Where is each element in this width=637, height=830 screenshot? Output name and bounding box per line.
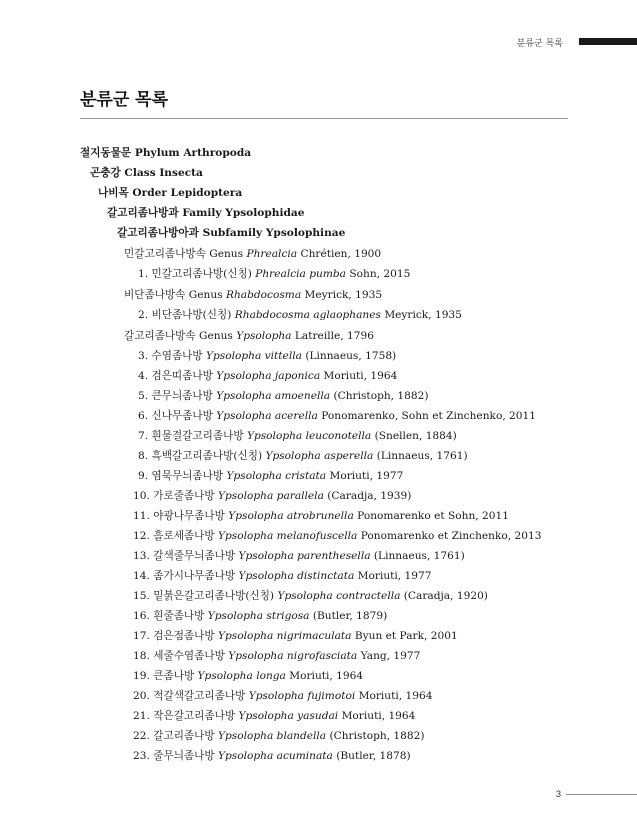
species-ko: 신나무좀나방 bbox=[151, 410, 213, 422]
species-sci: Ypsolopha vittella bbox=[206, 350, 302, 362]
species-num: 8. bbox=[138, 450, 149, 462]
phylum-en: Phylum Arthropoda bbox=[134, 147, 252, 159]
species-entry bbox=[138, 369, 397, 383]
species-entry bbox=[133, 549, 465, 563]
species-num: 3. bbox=[138, 350, 149, 362]
page-number: 3 bbox=[556, 789, 562, 799]
species-num: 15. bbox=[133, 590, 150, 602]
species-sci: Ypsolopha blandella bbox=[218, 730, 327, 742]
species-entry bbox=[133, 489, 411, 503]
species-sci: Ypsolopha acuminata bbox=[218, 750, 333, 762]
species-sci: Ypsolopha longa bbox=[197, 670, 286, 682]
species-num: 1. bbox=[138, 268, 149, 280]
species-ko: 갈고리좀나방 bbox=[153, 730, 215, 742]
species-author: (Butler, 1879) bbox=[312, 610, 388, 622]
species-entry bbox=[133, 649, 420, 663]
species-ko: 야광나무좀나방 bbox=[153, 510, 225, 522]
species-num: 16. bbox=[133, 610, 150, 622]
species-ko: 흑백갈고리좀나방(신칭) bbox=[151, 450, 263, 462]
species-num: 4. bbox=[138, 370, 149, 382]
species-ko: 검은점좀나방 bbox=[153, 630, 215, 642]
species-num: 18. bbox=[133, 650, 150, 662]
genus-name: Rhabdocosma bbox=[225, 289, 302, 301]
species-num: 19. bbox=[133, 670, 150, 682]
species-author: (Snellen, 1884) bbox=[374, 430, 457, 442]
genus-entry bbox=[124, 247, 381, 261]
species-ko: 적갈색갈고리좀나방 bbox=[153, 690, 246, 702]
order-ko: 나비목 bbox=[98, 187, 129, 199]
species-ko: 비단좀나방(신칭) bbox=[151, 309, 232, 321]
species-sci: Phrealcia pumba bbox=[255, 268, 346, 280]
species-ko: 염묵무늬좀나방 bbox=[151, 470, 224, 482]
genus-name: Ypsolopha bbox=[236, 330, 292, 342]
class-en: Class Insecta bbox=[124, 167, 203, 179]
species-author: (Caradja, 1920) bbox=[403, 590, 488, 602]
species-ko: 흰물결갈고리좀나방 bbox=[151, 430, 244, 442]
species-author: (Linnaeus, 1761) bbox=[373, 550, 465, 562]
species-num: 7. bbox=[138, 430, 149, 442]
species-ko: 검은띠좀나방 bbox=[151, 370, 213, 382]
family-ko: 갈고리좀나방과 bbox=[107, 207, 179, 219]
page-title: 분류군 목록 bbox=[80, 90, 169, 110]
species-sci: Ypsolopha leuconotella bbox=[246, 430, 372, 442]
species-sci: Ypsolopha parenthesella bbox=[238, 550, 371, 562]
species-entry bbox=[133, 709, 415, 723]
species-author: (Butler, 1878) bbox=[336, 750, 411, 762]
genus-author: Chrétien, 1900 bbox=[300, 248, 382, 260]
species-sci: Ypsolopha acerella bbox=[216, 410, 318, 422]
running-head-bar bbox=[579, 38, 637, 45]
subfamily-entry bbox=[117, 226, 345, 240]
subfamily-ko: 갈고리좀나방아과 bbox=[117, 227, 199, 239]
species-author: (Linnaeus, 1761) bbox=[376, 450, 468, 462]
species-ko: 큰무늬좀나방 bbox=[151, 390, 213, 402]
species-author: (Caradja, 1939) bbox=[327, 490, 412, 502]
species-num: 21. bbox=[133, 710, 150, 722]
species-entry bbox=[133, 749, 411, 763]
species-author: Meyrick, 1935 bbox=[384, 309, 462, 321]
title-rule bbox=[80, 118, 568, 119]
running-head: 분류군 목록 bbox=[516, 39, 563, 49]
species-sci: Ypsolopha nigrofasciata bbox=[228, 650, 358, 662]
species-entry bbox=[133, 529, 542, 543]
species-num: 10. bbox=[133, 490, 150, 502]
genus-ko: 갈고리좀나방속 bbox=[124, 330, 196, 342]
class-ko: 곤충강 bbox=[90, 167, 121, 179]
species-sci: Rhabdocosma aglaophanes bbox=[234, 309, 381, 321]
species-num: 5. bbox=[138, 390, 149, 402]
species-ko: 큰좀나방 bbox=[153, 670, 195, 682]
species-entry bbox=[133, 509, 509, 523]
species-num: 14. bbox=[133, 570, 150, 582]
species-sci: Ypsolopha cristata bbox=[226, 470, 327, 482]
species-sci: Ypsolopha nigrimaculata bbox=[218, 630, 352, 642]
species-num: 22. bbox=[133, 730, 150, 742]
species-author: Moriuti, 1977 bbox=[329, 470, 404, 482]
species-entry bbox=[133, 729, 425, 743]
species-ko: 민갈고리좀나방(신칭) bbox=[151, 268, 252, 280]
species-ko: 좀가시나무좀나방 bbox=[153, 570, 236, 582]
species-entry bbox=[133, 609, 387, 623]
species-entry bbox=[133, 569, 432, 583]
genus-author: Latreille, 1796 bbox=[294, 330, 374, 342]
genus-ko: 민갈고리좀나방속 bbox=[124, 248, 206, 260]
species-author: Moriuti, 1964 bbox=[289, 670, 364, 682]
species-ko: 흰줄좀나방 bbox=[153, 610, 205, 622]
species-author: Ponomarenko et Sohn, 2011 bbox=[357, 510, 509, 522]
species-sci: Ypsolopha melanofuscella bbox=[218, 530, 358, 542]
species-entry bbox=[138, 409, 536, 423]
species-author: Moriuti, 1964 bbox=[341, 710, 416, 722]
species-sci: Ypsolopha asperella bbox=[265, 450, 374, 462]
species-ko: 줄무늬좀나방 bbox=[153, 750, 215, 762]
species-entry bbox=[138, 308, 462, 322]
species-ko: 세줄수염좀나방 bbox=[153, 650, 225, 662]
species-author: (Linnaeus, 1758) bbox=[305, 350, 397, 362]
species-author: Ponomarenko et Zinchenko, 2013 bbox=[360, 530, 542, 542]
family-en: Family Ypsolophidae bbox=[182, 207, 305, 219]
species-num: 17. bbox=[133, 630, 150, 642]
species-ko: 작은갈고리좀나방 bbox=[153, 710, 236, 722]
species-ko: 수염좀나방 bbox=[151, 350, 203, 362]
species-sci: Ypsolopha fujimotoi bbox=[248, 690, 356, 702]
species-num: 6. bbox=[138, 410, 149, 422]
species-num: 13. bbox=[133, 550, 150, 562]
species-sci: Ypsolopha japonica bbox=[216, 370, 321, 382]
species-num: 2. bbox=[138, 309, 149, 321]
species-entry bbox=[133, 629, 458, 643]
species-ko: 가로줄좀나방 bbox=[153, 490, 215, 502]
order-entry bbox=[98, 186, 242, 200]
genus-label: Genus bbox=[199, 330, 233, 342]
species-author: Yang, 1977 bbox=[360, 650, 421, 662]
genus-label: Genus bbox=[209, 248, 244, 260]
species-author: Moriuti, 1964 bbox=[358, 690, 433, 702]
order-en: Order Lepidoptera bbox=[132, 187, 243, 199]
species-sci: Ypsolopha atrobrunella bbox=[228, 510, 354, 522]
species-num: 20. bbox=[133, 690, 150, 702]
species-entry bbox=[133, 589, 488, 603]
species-num: 23. bbox=[133, 750, 150, 762]
species-entry bbox=[138, 267, 410, 281]
genus-label: Genus bbox=[188, 289, 223, 301]
species-author: (Christoph, 1882) bbox=[329, 730, 425, 742]
species-sci: Ypsolopha strigosa bbox=[207, 610, 310, 622]
species-author: Byun et Park, 2001 bbox=[354, 630, 458, 642]
species-entry bbox=[133, 669, 363, 683]
species-entry bbox=[138, 449, 468, 463]
subfamily-en: Subfamily Ypsolophinae bbox=[202, 227, 346, 239]
species-entry bbox=[138, 429, 457, 443]
phylum-entry bbox=[80, 146, 251, 160]
family-entry bbox=[107, 206, 305, 220]
species-sci: Ypsolopha amoenella bbox=[216, 390, 331, 402]
species-ko: 밑붉은갈고리좀나방(신칭) bbox=[153, 590, 275, 602]
species-entry bbox=[138, 469, 403, 483]
genus-name: Phrealcia bbox=[246, 248, 298, 260]
footer-rule bbox=[566, 794, 637, 795]
class-entry bbox=[90, 166, 203, 180]
genus-ko: 비단좀나방속 bbox=[124, 289, 186, 301]
species-entry bbox=[133, 689, 432, 703]
species-sci: Ypsolopha contractella bbox=[277, 590, 401, 602]
species-author: Moriuti, 1977 bbox=[357, 570, 432, 582]
species-author: Moriuti, 1964 bbox=[323, 370, 398, 382]
species-sci: Ypsolopha distinctata bbox=[238, 570, 355, 582]
genus-entry bbox=[124, 288, 382, 302]
species-ko: 흘로세좀나방 bbox=[153, 530, 215, 542]
species-ko: 갈색줄무늬좀나방 bbox=[153, 550, 236, 562]
species-num: 9. bbox=[138, 470, 149, 482]
species-author: Ponomarenko, Sohn et Zinchenko, 2011 bbox=[321, 410, 537, 422]
genus-author: Meyrick, 1935 bbox=[304, 289, 383, 301]
species-sci: Ypsolopha yasudai bbox=[238, 710, 339, 722]
species-entry bbox=[138, 349, 396, 363]
species-sci: Ypsolopha parallela bbox=[218, 490, 324, 502]
species-num: 11. bbox=[133, 510, 150, 522]
species-num: 12. bbox=[133, 530, 150, 542]
phylum-ko: 절지동물문 bbox=[80, 147, 132, 159]
species-author: Sohn, 2015 bbox=[349, 268, 411, 280]
species-entry bbox=[138, 389, 429, 403]
species-author: (Christoph, 1882) bbox=[333, 390, 429, 402]
genus-entry bbox=[124, 329, 374, 343]
